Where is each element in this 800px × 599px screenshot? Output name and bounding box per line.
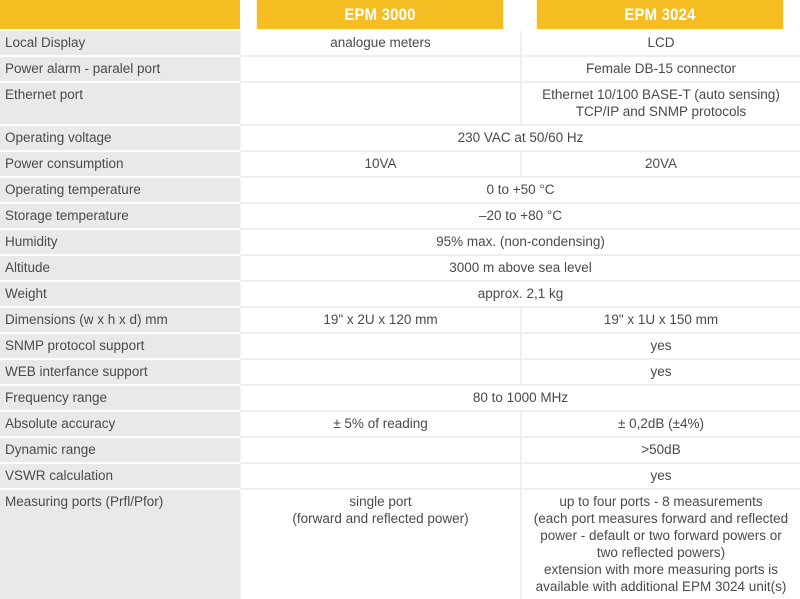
row-measuring-ports	[0, 490, 800, 599]
spec-value-epm3000	[240, 83, 520, 126]
spec-value-epm3024: ± 0,2dB (±4%)	[520, 412, 800, 438]
spec-value-line: (forward and reflected power)	[292, 511, 469, 526]
spec-value-epm3024	[520, 83, 800, 126]
spec-value-epm3024: 20VA	[520, 152, 800, 178]
row-absolute-accuracy	[0, 412, 800, 438]
header-model-epm3000: EPM 3000	[257, 0, 503, 31]
row-dimensions	[0, 308, 800, 334]
spec-label: Power alarm - paralel port	[0, 57, 240, 83]
spec-label: Operating temperature	[0, 178, 240, 204]
spec-label: Humidity	[0, 230, 240, 256]
row-operating-voltage	[0, 126, 800, 152]
row-weight	[0, 282, 800, 308]
spec-value-shared: 230 VAC at 50/60 Hz	[240, 126, 800, 152]
spec-value-epm3000	[240, 438, 520, 464]
spec-label: Power consumption	[0, 152, 240, 178]
spec-value-epm3024: yes	[520, 360, 800, 386]
row-web-interface-support	[0, 360, 800, 386]
spec-value-line: extension with more measuring ports is	[543, 562, 779, 577]
row-power-alarm	[0, 57, 800, 83]
spec-value-line: single port	[349, 494, 412, 509]
spec-value-shared: –20 to +80 °C	[240, 204, 800, 230]
spec-value-shared: 3000 m above sea level	[240, 256, 800, 282]
spec-label: SNMP protocol support	[0, 334, 240, 360]
row-local-display	[0, 31, 800, 57]
row-power-consumption	[0, 152, 800, 178]
row-operating-temperature	[0, 178, 800, 204]
row-dynamic-range	[0, 438, 800, 464]
spec-value-epm3024: Female DB-15 connector	[520, 57, 800, 83]
spec-label: VSWR calculation	[0, 464, 240, 490]
spec-label: Dynamic range	[0, 438, 240, 464]
spec-value-shared: approx. 2,1 kg	[240, 282, 800, 308]
spec-label: Storage temperature	[0, 204, 240, 230]
spec-value-epm3024	[520, 490, 800, 599]
spec-value-line: two reflected powers)	[596, 545, 726, 560]
spec-label: Ethernet port	[0, 83, 240, 126]
spec-value-line: up to four ports - 8 measurements	[559, 494, 763, 509]
spec-label: Dimensions (w x h x d) mm	[0, 308, 240, 334]
row-humidity	[0, 230, 800, 256]
spec-value-line: TCP/IP and SNMP protocols	[575, 104, 747, 119]
spec-label: Local Display	[0, 31, 240, 57]
spec-value-epm3000	[240, 490, 520, 599]
spec-value-shared: 0 to +50 °C	[240, 178, 800, 204]
row-ethernet-port	[0, 83, 800, 126]
row-snmp-support	[0, 334, 800, 360]
spec-value-epm3000: 19" x 2U x 120 mm	[240, 308, 520, 334]
row-storage-temperature	[0, 204, 800, 230]
spec-value-epm3024: 19" x 1U x 150 mm	[520, 308, 800, 334]
spec-label: WEB interfance support	[0, 360, 240, 386]
spec-value-epm3000	[240, 334, 520, 360]
spec-value-epm3024: >50dB	[520, 438, 800, 464]
spec-value-line: available with additional EPM 3024 unit(s)	[535, 579, 787, 594]
spec-label: Measuring ports (Prfl/Pfor)	[0, 490, 240, 599]
row-altitude	[0, 256, 800, 282]
spec-value-epm3000	[240, 57, 520, 83]
row-vswr-calculation	[0, 464, 800, 490]
spec-value-epm3000	[240, 464, 520, 490]
spec-value-epm3000: ± 5% of reading	[240, 412, 520, 438]
spec-label: Operating voltage	[0, 126, 240, 152]
spec-value-epm3000	[240, 360, 520, 386]
spec-label: Altitude	[0, 256, 240, 282]
spec-value-epm3024: LCD	[520, 31, 800, 57]
spec-value-epm3000: 10VA	[240, 152, 520, 178]
spec-value-line: power - default or two forward powers or	[540, 528, 782, 543]
spec-value-epm3024: yes	[520, 334, 800, 360]
header-model-epm3024: EPM 3024	[537, 0, 783, 31]
spec-label: Frequency range	[0, 386, 240, 412]
spec-label: Weight	[0, 282, 240, 308]
spec-value-line: (each port measures forward and reflected	[533, 511, 789, 526]
header-row	[0, 0, 800, 31]
spec-value-line: Ethernet 10/100 BASE-T (auto sensing)	[542, 87, 780, 102]
spec-value-shared: 80 to 1000 MHz	[240, 386, 800, 412]
spec-label: Absolute accuracy	[0, 412, 240, 438]
header-label-column	[0, 0, 240, 31]
row-frequency-range	[0, 386, 800, 412]
spec-value-epm3024: yes	[520, 464, 800, 490]
spec-value-epm3000: analogue meters	[240, 31, 520, 57]
spec-value-shared: 95% max. (non-condensing)	[240, 230, 800, 256]
